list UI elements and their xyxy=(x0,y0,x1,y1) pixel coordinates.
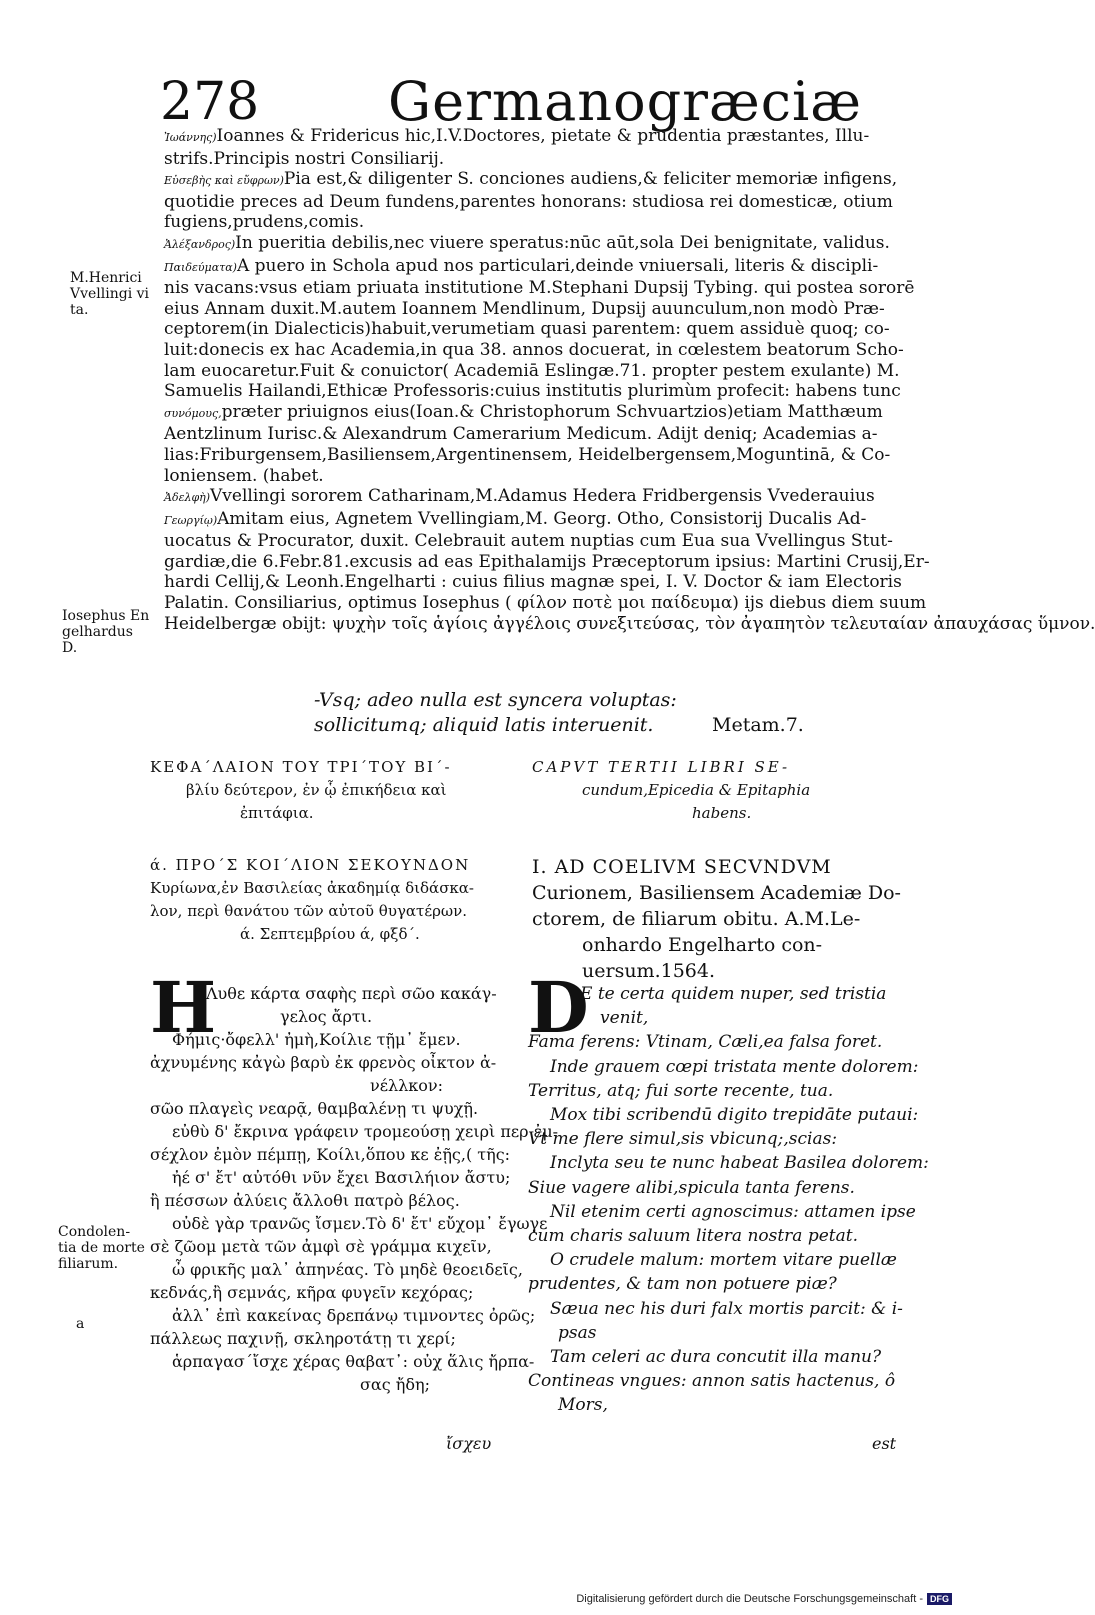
greek-verse-line: ἀχνυμένης κἀγὼ βαρὺ ἐκ φρενὸς οἶκτον ἀ- xyxy=(150,1053,497,1072)
latin-text: Ioannes & Fridericus hic,I.V.Doctores, pietate & prudentia præstantes, Illu- xyxy=(216,126,870,146)
heading-line: cundum,Epicedia & Epitaphia xyxy=(582,781,811,799)
latin-verse-line: Sæua nec his duri falx mortis parcit: & i- xyxy=(550,1298,903,1319)
greek-verse-line: σέχλον ἐμὸν πέμπῃ, Κοίλι,ὅπου κε ἐῇς,( τῆς: xyxy=(150,1145,511,1164)
greek-catchword: ἴσχευ xyxy=(446,1434,492,1453)
margin-line: gelhardus xyxy=(62,624,133,640)
margin-line: Condolen- xyxy=(58,1224,131,1240)
latin-text: eius Annam duxit.M.autem Ioannem Mendlinum, Dupsij auunculum,non modò Præ- xyxy=(164,298,885,319)
latin-verse-line: psas xyxy=(558,1322,597,1343)
page-number: 278 xyxy=(160,72,260,132)
heading-line: uersum.1564. xyxy=(582,960,715,982)
greek-catchword-term: Ἀλέξανδρος) xyxy=(164,237,236,251)
latin-verse-line: E te certa quidem nuper, sed tristia xyxy=(580,984,887,1004)
biographical-text xyxy=(164,126,1095,634)
heading-line: ἐπιτάφια. xyxy=(240,804,314,822)
greek-verse-line: σας ἤδη; xyxy=(360,1375,430,1394)
latin-text: loniensem. (habet. xyxy=(164,465,324,486)
dfg-logo: DFG xyxy=(927,1593,952,1605)
heading-line: ΚΕΦΑ΄ΛΑΙΟΝ ΤΟΥ ΤΡΙ΄ΤΟΥ ΒΙ΄- xyxy=(150,758,452,776)
heading-line: onhardo Engelharto con- xyxy=(582,934,823,956)
margin-line: ta. xyxy=(70,302,89,318)
latin-verse-line: Siue vagere alibi,spicula tanta ferens. xyxy=(528,1177,855,1198)
heading-line: habens. xyxy=(692,804,752,822)
greek-catchword-term: Ἰωάννης) xyxy=(164,131,217,144)
text-line xyxy=(164,126,904,149)
latin-text: præter priuignos eius(Ioan.& Christophorum Schvuartzios)etiam Matthæum xyxy=(221,401,883,422)
margin-note-wellingi xyxy=(70,270,149,318)
greek-catchword-term: Γεωργίῳ) xyxy=(164,513,218,527)
heading-line: λον, περὶ θανάτου τῶν αὐτοῦ θυγατέρων. xyxy=(150,902,468,920)
verse-source: Metam.7. xyxy=(712,714,804,736)
latin-verse-line: Territus, atq; fui sorte recente, tua. xyxy=(528,1080,834,1101)
greek-catchword-term: Παιδεύματα) xyxy=(164,260,237,274)
text-line xyxy=(164,551,930,573)
greek-verse-line: εὐθὺ δ' ἔκρινα γράφειν τρομεούσῃ χειρὶ περ ἐμ- xyxy=(172,1122,559,1141)
text-line xyxy=(164,233,904,256)
verse-line-2: sollicitumq; aliquid latis interuenit. xyxy=(314,714,654,736)
latin-text: Vvellingi sororem Catharinam,M.Adamus Hedera Fridbergensis Vvederauius xyxy=(210,486,875,507)
latin-text: Heidelbergæ obijt: ψυχὴν τοῖς ἁγίοις ἀγγέλοις συνεξιτεύσας, τὸν ἀγαπητὸν τελευταίαν ἀπαυχάσας ὕμνον. xyxy=(164,613,1095,634)
text-line xyxy=(164,466,904,487)
heading-line: ctorem, de filiarum obitu. A.M.Le- xyxy=(532,908,861,930)
greek-verse-line: Λυθε κάρτα σαφὴς περὶ σῶο κακάγ- xyxy=(206,984,497,1003)
chapter-heading-greek xyxy=(150,756,452,825)
margin-letter: a xyxy=(76,1316,85,1332)
running-title: Germanogræciæ xyxy=(388,70,863,133)
latin-verse-line: O crudele malum: mortem vitare puellæ xyxy=(550,1250,897,1271)
greek-verse-line: σῶο πλαγεὶς νεαρᾷ, θαμβαλένῃ τι ψυχῇ. xyxy=(150,1099,479,1118)
text-line xyxy=(164,613,1095,635)
digitization-footer xyxy=(576,1593,952,1605)
text-line xyxy=(164,381,904,402)
text-line xyxy=(164,212,904,233)
text-line xyxy=(164,340,904,361)
poem-heading-greek xyxy=(150,854,474,946)
latin-text: hardi Cellij,& Leonh.Engelharti : cuius filius magnæ spei, I. V. Doctor & iam Electoris xyxy=(164,572,902,593)
latin-text: lam euocaretur.Fuit & conuictor( Academiā Eslingæ.71. propter pestem exulante) M. xyxy=(164,360,900,381)
text-line xyxy=(164,299,904,320)
heading-line: CAPVT TERTII LIBRI SE- xyxy=(532,758,791,776)
latin-verse-line: cum charis saluum litera nostra petat. xyxy=(528,1226,858,1247)
greek-verse-line: οὐδὲ γὰρ τρανῶς ἴσμεν.Τὸ δ' ἔτ' εὔχομ᾽ ἔγωγε xyxy=(172,1214,548,1233)
latin-verse-line: Mors, xyxy=(558,1395,608,1416)
latin-verse-line: Inclyta seu te nunc habeat Basilea dolorem: xyxy=(550,1153,929,1174)
latin-text: Pia est,& diligenter S. conciones audiens,& feliciter memoriæ infigens, xyxy=(283,169,898,190)
latin-text: luit:donecis ex hac Academia,in qua 38. annos docuerat, in cœlestem beatorum Scho- xyxy=(164,339,904,360)
latin-text: quotidie preces ad Deum fundens,parentes honorans: studiosa rei domesticæ, otium xyxy=(164,191,893,212)
text-line xyxy=(164,361,904,382)
text-line xyxy=(164,424,904,445)
latin-verse-line: venit, xyxy=(600,1008,649,1029)
greek-catchword-term: Ἀδελφὴ) xyxy=(164,491,211,505)
latin-text: Samuelis Hailandi,Ethicæ Professoris:cuius institutis plurimùm profecit: habens tunc xyxy=(164,381,901,402)
greek-verse-line: γελος ἄρτι. xyxy=(280,1007,373,1026)
heading-line: I. AD COELIVM SECVNDVM xyxy=(532,856,832,878)
margin-line: D. xyxy=(62,640,78,656)
text-line xyxy=(164,486,904,509)
greek-verse-line: νέλλκον: xyxy=(370,1076,444,1095)
margin-line: Iosephus En xyxy=(62,608,150,624)
greek-dropcap: H xyxy=(150,966,217,1049)
latin-verse-line: Mox tibi scribendū digito trepidāte putaui: xyxy=(550,1105,919,1126)
text-line xyxy=(164,169,904,192)
margin-line: Vvellingi vi xyxy=(70,286,150,302)
greek-poem xyxy=(150,982,559,1396)
latin-text: Amitam eius, Agnetem Vvellingiam,M. Georg. Otho, Consistorij Ducalis Ad- xyxy=(217,508,867,529)
text-line xyxy=(164,319,904,340)
latin-text: uocatus & Procurator, duxit. Celebrauit autem nuptias cum Eua sua Vvellingus Stut- xyxy=(164,531,893,552)
heading-line: Curionem, Basiliensem Academiæ Do- xyxy=(532,882,901,904)
latin-verse-line: Fama ferens: Vtinam, Cæli,ea falsa foret. xyxy=(528,1032,883,1053)
margin-note-josephus xyxy=(62,608,149,656)
latin-poem xyxy=(528,982,929,1418)
heading-line: ά. ΠΡΟ΄Σ ΚΟΙ΄ΛΙΟΝ ΣΕΚΟΥΝΔΟΝ xyxy=(150,856,471,874)
margin-line: tia de morte xyxy=(58,1240,145,1256)
latin-verse-line: Nil etenim certi agnoscimus: attamen ipse xyxy=(550,1201,916,1222)
text-line xyxy=(164,509,904,532)
greek-catchword-term: Εὐσεβὴς καὶ εὔφρων) xyxy=(164,174,284,188)
text-line xyxy=(164,192,904,213)
verse-line-1: -Vsq; adeo nulla est syncera voluptas: xyxy=(314,689,677,711)
text-line xyxy=(164,256,904,279)
chapter-heading-latin xyxy=(532,756,810,825)
latin-text: nis vacans:vsus etiam priuata institutione M.Stephani Dupsij Tybing. qui postea sororē xyxy=(164,278,915,299)
latin-catchword: est xyxy=(872,1434,897,1453)
latin-text: Palatin. Consiliarius, optimus Iosephus ( φίλον ποτὲ μοι παίδευμα) ijs diebus diem suum xyxy=(164,593,927,614)
text-line xyxy=(164,149,904,170)
latin-text: ceptorem(in Dialecticis)habuit,verumetiam quasi parentem: quem assiduè quoq; co- xyxy=(164,319,890,340)
heading-line: βλίυ δεύτερον, ἐν ᾧ ἐπικήδεια καὶ xyxy=(186,781,447,799)
margin-line: filiarum. xyxy=(58,1256,119,1272)
greek-verse-line: Φήμις·ὄφελλ' ἠμὴ,Κοίλιε τῇμ᾽ ἔμεν. xyxy=(172,1030,461,1049)
greek-verse-line: κεδνάς,ἢ σεμνάς, κῆρα φυγεῖν κεχόρας; xyxy=(150,1283,474,1302)
latin-text: Aentzlinum Iurisc.& Alexandrum Camerarium Medicum. Adijt deniq; Academias a- xyxy=(164,424,878,445)
latin-text: fugiens,prudens,comis. xyxy=(164,212,365,233)
greek-verse-line: σὲ ζῶομ μετὰ τῶν ἀμφὶ σὲ γράμμα κιχεῖν, xyxy=(150,1237,492,1256)
greek-verse-line: πάλλεως παχινῇ, σκληροτάτῃ τι χερί; xyxy=(150,1329,456,1348)
latin-verse-line: Contineas vngues: annon satis hactenus, ô xyxy=(528,1371,896,1392)
greek-verse-line: ὦ φρικῆς μαλ᾽ ἀπηνέας. Τὸ μηδὲ θεοειδεῖς, xyxy=(172,1260,523,1279)
ovid-quotation xyxy=(314,688,804,738)
latin-verse-line: Inde grauem cœpi tristata mente dolorem: xyxy=(550,1056,919,1077)
footer-text: Digitalisierung gefördert durch die Deutsche Forschungsgemeinschaft - xyxy=(576,1593,923,1605)
greek-catchword-term: συνόμους, xyxy=(164,406,222,420)
latin-verse-line: Vt me flere simul,sis vbicunq;,scias: xyxy=(528,1129,838,1150)
latin-text: A puero in Schola apud nos particulari,deinde vniuersali, literis & discipli- xyxy=(236,255,879,276)
margin-note-condolentia xyxy=(58,1224,145,1272)
latin-text: strifs.Principis nostri Consiliarij. xyxy=(164,148,445,169)
latin-text: In pueritia debilis,nec viuere speratus:nūc aūt,sola Dei benignitate, validus. xyxy=(235,232,890,253)
heading-line: Κυρίωνα,ἐν Βασιλείας ἀκαδημίᾳ διδάσκα- xyxy=(150,879,475,897)
poem-heading-latin xyxy=(532,854,901,984)
greek-verse-line: ἀλλ᾽ ἐπὶ κακείνας δρεπάνῳ τιμνοντες ὀρῶς; xyxy=(172,1306,536,1325)
latin-dropcap: D xyxy=(528,966,589,1049)
text-line xyxy=(164,572,904,593)
latin-verse-line: prudentes, & tam non potuere piæ? xyxy=(528,1274,837,1295)
text-line xyxy=(164,445,904,466)
text-line xyxy=(164,402,904,425)
greek-verse-line: ἁρπαγασ΄ἴσχε χέρας θαβατ᾽: οὐχ ἅλις ἤρπα- xyxy=(172,1352,535,1371)
heading-line: ά. Σεπτεμβρίου ά, φξδ΄. xyxy=(240,925,420,943)
text-line xyxy=(164,593,927,614)
latin-verse-line: Tam celeri ac dura concutit illa manu? xyxy=(550,1347,882,1368)
text-line xyxy=(164,278,915,299)
text-line xyxy=(164,531,904,552)
latin-text: lias:Friburgensem,Basiliensem,Argentinensem, Heidelbergensem,Moguntinā, & Co- xyxy=(164,444,891,465)
latin-text: gardiæ,die 6.Febr.81.excusis ad eas Epithalamijs Præceptorum ipsius: Martini Crusij,Er- xyxy=(164,551,930,572)
greek-verse-line: ἢ πέσσων ἀλύεις ἄλλοθι πατρὸ βέλος. xyxy=(150,1191,460,1210)
margin-line: M.Henrici xyxy=(70,270,142,286)
greek-verse-line: ἠέ σ' ἔτ' αὐτόθι νῦν ἔχει Βασιλήιον ἄστυ; xyxy=(172,1168,511,1187)
